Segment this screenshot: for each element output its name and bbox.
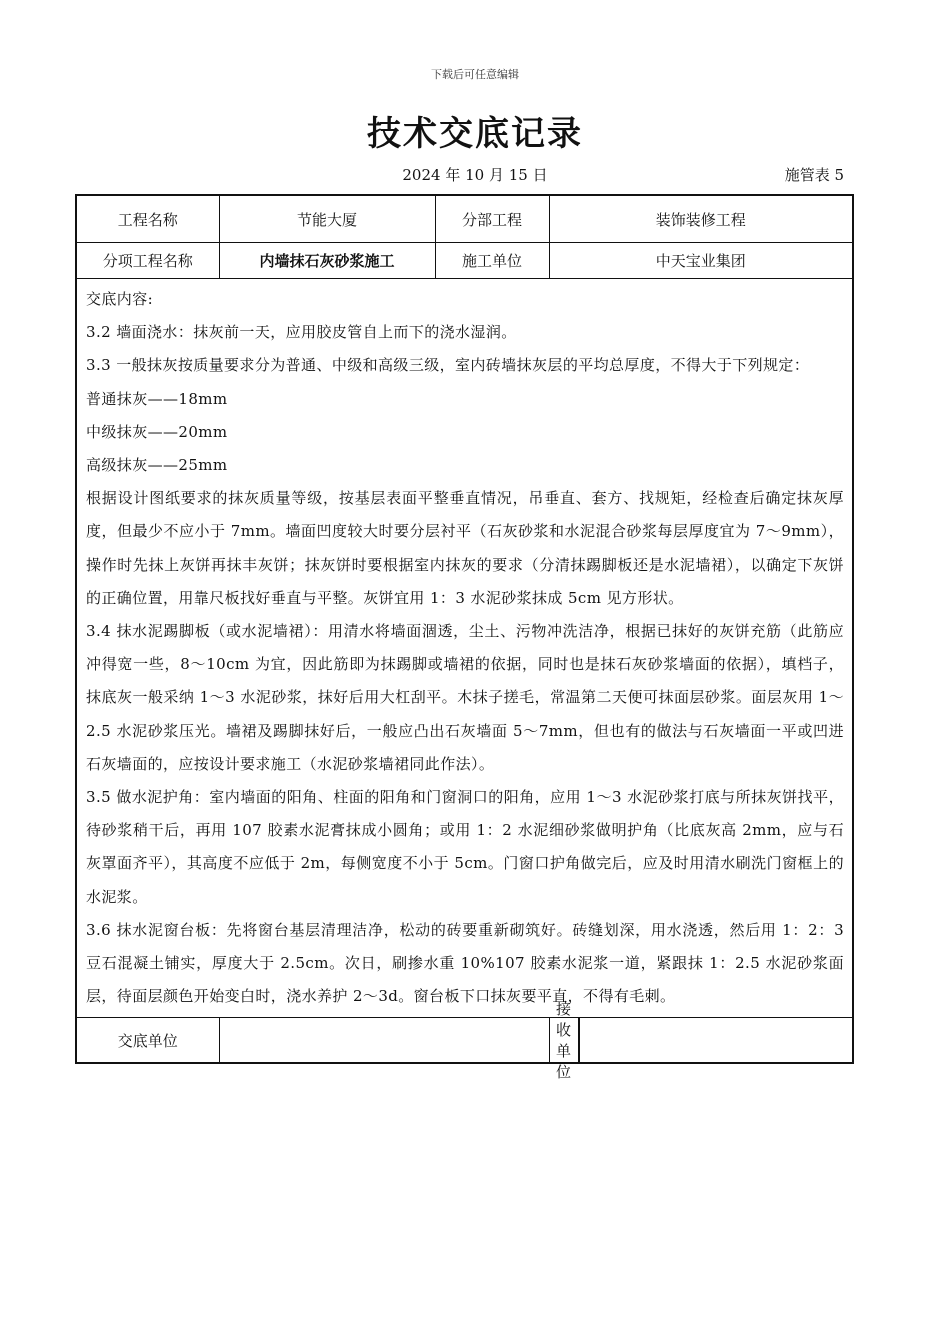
division-label: 分部工程 bbox=[435, 195, 549, 243]
content-paragraph: 高级抹灰——25mm bbox=[86, 456, 228, 475]
content-paragraph: 普通抹灰——18mm bbox=[86, 389, 228, 408]
content-paragraph: 中级抹灰——20mm bbox=[86, 422, 228, 441]
record-table bbox=[75, 194, 854, 1082]
handover-content bbox=[76, 279, 853, 1018]
page-title: 技术交底记录 bbox=[367, 114, 583, 154]
form-number: 施管表 5 bbox=[784, 166, 844, 184]
content-row bbox=[76, 279, 853, 1018]
receiver-unit-label: 接收单位 bbox=[550, 1018, 579, 1062]
project-name-value: 节能大厦 bbox=[219, 195, 435, 243]
content-heading: 交底内容: bbox=[86, 290, 154, 308]
contractor-value: 中天宝业集团 bbox=[549, 243, 853, 279]
record-date: 2024 年 10 月 15 日 bbox=[402, 166, 548, 184]
division-value: 装饰装修工程 bbox=[549, 195, 853, 243]
subitem-value: 内墙抹石灰砂浆施工 bbox=[219, 243, 435, 279]
content-paragraph: 3.4 抹水泥踢脚板（或水泥墙裙）：用清水将墙面涸透，尘土、污物冲洗洁净，根据已抹好的灰饼充筋（此筋应冲得宽一些，8～10cm 为宜，因此筋即为抹踢脚或墙裙的依据，同时也是抹石灰砂浆墙面的依据），填档子，抹底灰一般采纳 1～3 水泥砂浆，抹好后用大杠刮平。木抹子搓毛，常温第二天便可抹面层砂浆。面层灰用 1～2.5 水泥砂浆压光。墙裙及踢脚抹好后，一般应凸出石灰墙面 5～7mm，但也有的做法与石灰墙面一平或凹进石灰墙面的，应按设计要求施工（水泥砂浆墙裙同此作法）。 bbox=[86, 622, 845, 773]
handover-unit-label: 交底单位 bbox=[76, 1018, 219, 1064]
content-paragraph: 3.3 一般抹灰按质量要求分为普通、中级和高级三级，室内砖墙抹灰层的平均总厚度，不得大于下列规定： bbox=[86, 356, 810, 375]
content-paragraph: 3.5 做水泥护角：室内墙面的阳角、柱面的阳角和门窗洞口的阳角，应用 1～3 水泥砂浆打底与所抹灰饼找平，待砂浆稍干后，再用 107 胶素水泥膏抹成小圆角；或用 1：2 水泥细砂浆做明护角（比底灰高 2mm，应与石灰罩面齐平），其高度不应低于 2m，每侧宽度不小于 5cm。门窗口护角做完后，应及时用清水刷洗门窗框上的水泥浆。 bbox=[86, 788, 845, 906]
signoff-row bbox=[76, 1018, 853, 1064]
subitem-label: 分项工程名称 bbox=[76, 243, 219, 279]
receiver-cell bbox=[549, 1000, 579, 1082]
project-name-label: 工程名称 bbox=[76, 195, 219, 243]
content-paragraph: 3.6 抹水泥窗台板：先将窗台基层清理洁净，松动的砖要重新砌筑好。砖缝划深，用水浇透，然后用 1：2：3 豆石混凝土铺实，厚度大于 2.5cm。次日，刷掺水重 10%107 胶素水泥浆一道，紧跟抹 1：2.5 水泥砂浆面层，待面层颜色开始变白时，浇水养护 2～3d。窗台板下口抹灰要平直，不得有毛刺。 bbox=[86, 920, 845, 1006]
subitem-row bbox=[76, 243, 853, 279]
project-row bbox=[76, 195, 853, 243]
content-paragraph: 根据设计图纸要求的抹灰质量等级，按基层表面平整垂直情况，吊垂直、套方、找规矩，经检查后确定抹灰厚度，但最少不应小于 7mm。墙面凹度较大时要分层衬平（石灰砂浆和水泥混合砂浆每层厚度宜为 7～9mm），操作时先抹上灰饼再抹丰灰饼；抹灰饼时要根据室内抹灰的要求（分清抹踢脚板还是水泥墙裙），以确定下灰饼的正确位置，用靠尺板找好垂直与平整。灰饼宜用 1：3 水泥砂浆抹成 5cm 见方形状。 bbox=[86, 489, 845, 607]
contractor-label: 施工单位 bbox=[435, 243, 549, 279]
content-paragraph: 3.2 墙面浇水：抹灰前一天，应用胶皮管自上而下的浇水湿润。 bbox=[86, 323, 517, 342]
top-note: 下载后可任意编辑 bbox=[431, 68, 519, 81]
handover-unit-value bbox=[219, 1018, 549, 1064]
